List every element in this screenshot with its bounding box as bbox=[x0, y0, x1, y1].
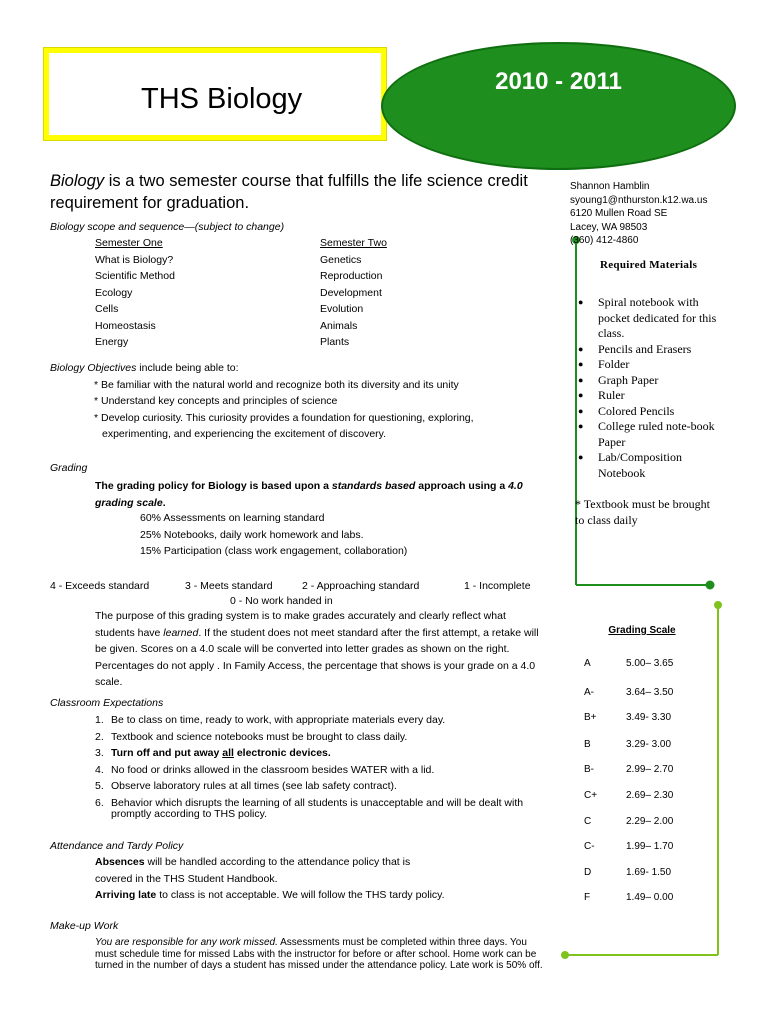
material-item bbox=[578, 373, 728, 389]
expectation-item bbox=[95, 745, 545, 762]
semester-one-item: Ecology bbox=[95, 286, 133, 299]
bullet-dot-icon: ● bbox=[578, 297, 584, 307]
grading-policy-text: The grading policy for Biology is based upon a bbox=[95, 480, 332, 492]
required-materials-list bbox=[578, 295, 728, 481]
material-text: Graph Paper bbox=[598, 372, 659, 387]
semester-two-item: Development bbox=[320, 286, 382, 299]
classroom-expectations-label: Classroom Expectations bbox=[50, 697, 164, 709]
course-intro bbox=[50, 170, 540, 214]
expectation-text-bold bbox=[111, 745, 331, 762]
material-text: Folder bbox=[598, 357, 630, 371]
grading-scale-title: Grading Scale bbox=[608, 625, 676, 636]
expectation-number: 6. bbox=[95, 796, 104, 809]
expectation-number: 4. bbox=[95, 763, 104, 776]
semester-one-column bbox=[95, 235, 175, 351]
material-item bbox=[578, 388, 728, 404]
letter-grade: C+ bbox=[584, 790, 598, 801]
expectation-number: 3. bbox=[95, 747, 104, 759]
teacher-contact bbox=[570, 180, 707, 248]
absences-label: Absences bbox=[95, 856, 145, 868]
bullet-dot-icon: ● bbox=[578, 405, 584, 416]
semester-two-item: Genetics bbox=[320, 253, 362, 266]
grade-range: 3.29- 3.00 bbox=[626, 739, 672, 750]
letter-grade: A bbox=[584, 658, 591, 669]
expectation-text: Behavior which disrupts the learning of all students is unacceptable and will be dealt with promptly according to THS policy. bbox=[111, 796, 524, 820]
expectation-item bbox=[95, 798, 545, 821]
scope-heading: Biology scope and sequence—(subject to change) bbox=[50, 221, 285, 233]
bullet-dot-icon: ● bbox=[578, 452, 584, 462]
material-text: Colored Pencils bbox=[598, 403, 675, 418]
grading-breakdown-item: 15% Participation (class work engagement, collaboration) bbox=[140, 545, 408, 557]
grading-policy-text: . bbox=[162, 496, 166, 509]
scale-2: 2 - Approaching standard bbox=[302, 580, 420, 592]
bullet-dot-icon: ● bbox=[578, 390, 584, 400]
material-item bbox=[578, 404, 728, 420]
semester-one-item: Cells bbox=[95, 303, 119, 315]
expectation-text: Be to class on time, ready to work, with appropriate materials every day. bbox=[111, 714, 446, 726]
grade-range: 1.49– 0.00 bbox=[626, 892, 674, 903]
semester-two-item: Animals bbox=[320, 319, 358, 332]
expectation-item bbox=[95, 712, 545, 729]
scale-0: 0 - No work handed in bbox=[230, 595, 333, 607]
grading-policy-text: approach using a bbox=[415, 480, 509, 492]
bullet-dot-icon: ● bbox=[578, 374, 584, 385]
expectation-emphasis: all bbox=[222, 747, 234, 759]
line-dot-scale-bottom bbox=[561, 951, 569, 959]
grading-policy-italic: 4.0 grading scale bbox=[95, 480, 523, 509]
objective-item: * Develop curiosity. This curiosity provides a foundation for questioning, exploring, bbox=[94, 411, 474, 424]
bullet-dot-icon: ● bbox=[578, 343, 584, 354]
grade-range: 1.69- 1.50 bbox=[626, 867, 672, 878]
attendance-policy bbox=[95, 854, 545, 904]
grade-range: 2.29– 2.00 bbox=[626, 816, 674, 827]
objectives-label: Biology Objectives bbox=[50, 362, 137, 374]
expectation-number: 1. bbox=[95, 714, 104, 726]
makeup-policy bbox=[95, 937, 545, 972]
letter-grade: C- bbox=[584, 841, 595, 852]
expectation-item bbox=[95, 729, 545, 746]
material-text: Pencils and Erasers bbox=[598, 341, 692, 356]
grading-scale-row bbox=[580, 764, 700, 780]
grade-range: 2.99– 2.70 bbox=[626, 764, 674, 775]
letter-grade: B bbox=[584, 739, 591, 750]
letter-grade: C bbox=[584, 816, 592, 827]
address-line1: 6120 Mullen Road SE bbox=[570, 208, 668, 219]
scale-1: 1 - Incomplete bbox=[464, 580, 531, 592]
year-oval bbox=[381, 42, 736, 170]
purpose-text: The purpose of this grading system is to make grades accurately and clearly reflect what students have bbox=[95, 610, 506, 639]
grading-scale-row bbox=[580, 841, 700, 857]
grading-scale-row bbox=[580, 658, 700, 674]
expectation-text: No food or drinks allowed in the classroom besides WATER with a lid. bbox=[111, 763, 435, 776]
textbook-note: * Textbook must be brought to class daily bbox=[575, 497, 710, 527]
expectation-number: 5. bbox=[95, 780, 104, 792]
semester-one-label: Semester One bbox=[95, 237, 163, 249]
teacher-email[interactable]: syoung1@nthurston.k12.wa.us bbox=[570, 194, 708, 206]
letter-grade: B- bbox=[584, 764, 594, 775]
expectation-text: Observe laboratory rules at all times (see lab safety contract). bbox=[111, 780, 397, 792]
makeup-text: Assessments must be completed within three days. You must schedule time for missed Labs with the instructor for before or after school. Home work can be turned in the number of days a student has missed under the attendance policy. Late work is 50% off. bbox=[95, 937, 543, 971]
expectation-number: 2. bbox=[95, 730, 104, 743]
makeup-label: Make-up Work bbox=[50, 920, 119, 932]
grade-range: 1.99– 1.70 bbox=[626, 841, 674, 852]
absences-text: will be handled according to the attendance policy that is bbox=[144, 856, 411, 868]
bullet-dot-icon: ● bbox=[578, 421, 584, 431]
expectation-text: Textbook and science notebooks must be brought to class daily. bbox=[111, 730, 408, 743]
material-item bbox=[578, 419, 728, 450]
material-text: Ruler bbox=[598, 388, 625, 402]
address-line2: Lacey, WA 98503 bbox=[570, 221, 648, 233]
letter-grade: B+ bbox=[584, 712, 597, 723]
grading-breakdown-item: 60% Assessments on learning standard bbox=[140, 512, 325, 524]
intro-italic: Biology bbox=[50, 172, 105, 190]
grading-breakdown-item: 25% Notebooks, daily work homework and labs. bbox=[140, 528, 364, 541]
material-item bbox=[578, 357, 728, 373]
grade-range: 5.00– 3.65 bbox=[626, 658, 674, 669]
grading-scale-row bbox=[580, 867, 700, 883]
grading-scale-row bbox=[580, 687, 700, 703]
makeup-italic: You are responsible for any work missed. bbox=[95, 937, 278, 948]
expectation-item bbox=[95, 762, 545, 779]
material-text: College ruled note-book Paper bbox=[598, 419, 715, 449]
letter-grade: F bbox=[584, 892, 591, 903]
semester-two-column bbox=[320, 235, 387, 351]
grading-scale-row bbox=[580, 712, 700, 728]
objectives-section bbox=[50, 360, 520, 443]
bullet-dot-icon: ● bbox=[578, 359, 584, 369]
purpose-italic: learned bbox=[163, 626, 199, 639]
grading-purpose bbox=[95, 608, 545, 691]
phone-number: (360) 412-4860 bbox=[570, 235, 639, 246]
objectives-intro: include being able to: bbox=[136, 362, 239, 374]
grading-scale-row bbox=[580, 892, 700, 908]
grading-scale-row bbox=[580, 816, 700, 832]
late-label: Arriving late bbox=[95, 889, 157, 901]
intro-rest: is a two semester course that fulfills the life science credit requirement for graduation. bbox=[50, 172, 528, 212]
material-item bbox=[578, 450, 728, 481]
semester-one-item: Energy bbox=[95, 336, 129, 348]
grade-range: 3.49- 3.30 bbox=[626, 712, 672, 723]
semester-one-item: What is Biology? bbox=[95, 253, 174, 266]
scale-4: 4 - Exceeds standard bbox=[50, 580, 150, 592]
late-text: to class is not acceptable. We will follow the THS tardy policy. bbox=[156, 889, 445, 901]
scale-3: 3 - Meets standard bbox=[185, 580, 273, 592]
semester-two-label: Semester Two bbox=[320, 237, 387, 249]
semester-two-item: Evolution bbox=[320, 303, 364, 315]
objective-item: * Be familiar with the natural world and recognize both its diversity and its unity bbox=[94, 378, 459, 391]
required-materials-title: Required Materials bbox=[600, 259, 698, 271]
material-item bbox=[578, 342, 728, 358]
teacher-name: Shannon Hamblin bbox=[570, 181, 650, 192]
line-dot-scale-top bbox=[714, 601, 722, 609]
letter-grade: A- bbox=[584, 687, 594, 698]
grading-scale-row bbox=[580, 790, 700, 806]
attendance-label: Attendance and Tardy Policy bbox=[50, 840, 184, 852]
grading-breakdown bbox=[140, 510, 407, 560]
objective-continuation: experimenting, and experiencing the excitement of discovery. bbox=[102, 428, 387, 440]
classroom-expectations-list bbox=[95, 712, 545, 821]
objective-item: * Understand key concepts and principles of science bbox=[94, 395, 338, 407]
expectation-text: Turn off and put away bbox=[111, 747, 223, 759]
page-title: THS Biology bbox=[141, 83, 303, 115]
school-year: 2010 - 2011 bbox=[495, 68, 622, 95]
material-text: Spiral notebook with pocket dedicated for this class. bbox=[598, 295, 717, 340]
absences-text-line2: covered in the THS Student Handbook. bbox=[95, 872, 278, 885]
letter-grade: D bbox=[584, 867, 592, 878]
semester-two-item: Reproduction bbox=[320, 270, 383, 282]
grade-range: 2.69– 2.30 bbox=[626, 790, 674, 801]
line-dot-corner bbox=[706, 581, 715, 590]
material-text: Lab/Composition Notebook bbox=[598, 450, 682, 480]
grade-range: 3.64– 3.50 bbox=[626, 687, 674, 698]
semester-one-item: Scientific Method bbox=[95, 270, 175, 282]
material-item bbox=[578, 295, 728, 342]
grading-scale-row bbox=[580, 739, 700, 755]
grading-policy-italic: standards based bbox=[331, 480, 416, 492]
semester-one-item: Homeostasis bbox=[95, 319, 156, 332]
expectation-item bbox=[95, 778, 545, 795]
title-box bbox=[44, 48, 386, 140]
purpose-text: . If the student does not meet standard after the first attempt, a retake will be given. Scores on a 4.0 scale will be converted into letter grades as shown on the right. Percentages do not apply . In Family Access, the percentage that shows is your grade on a 4.0 scale. bbox=[95, 626, 539, 688]
grading-policy bbox=[95, 478, 550, 511]
expectation-text: electronic devices. bbox=[233, 747, 331, 759]
grading-label: Grading bbox=[50, 462, 88, 474]
semester-two-item: Plants bbox=[320, 336, 350, 348]
